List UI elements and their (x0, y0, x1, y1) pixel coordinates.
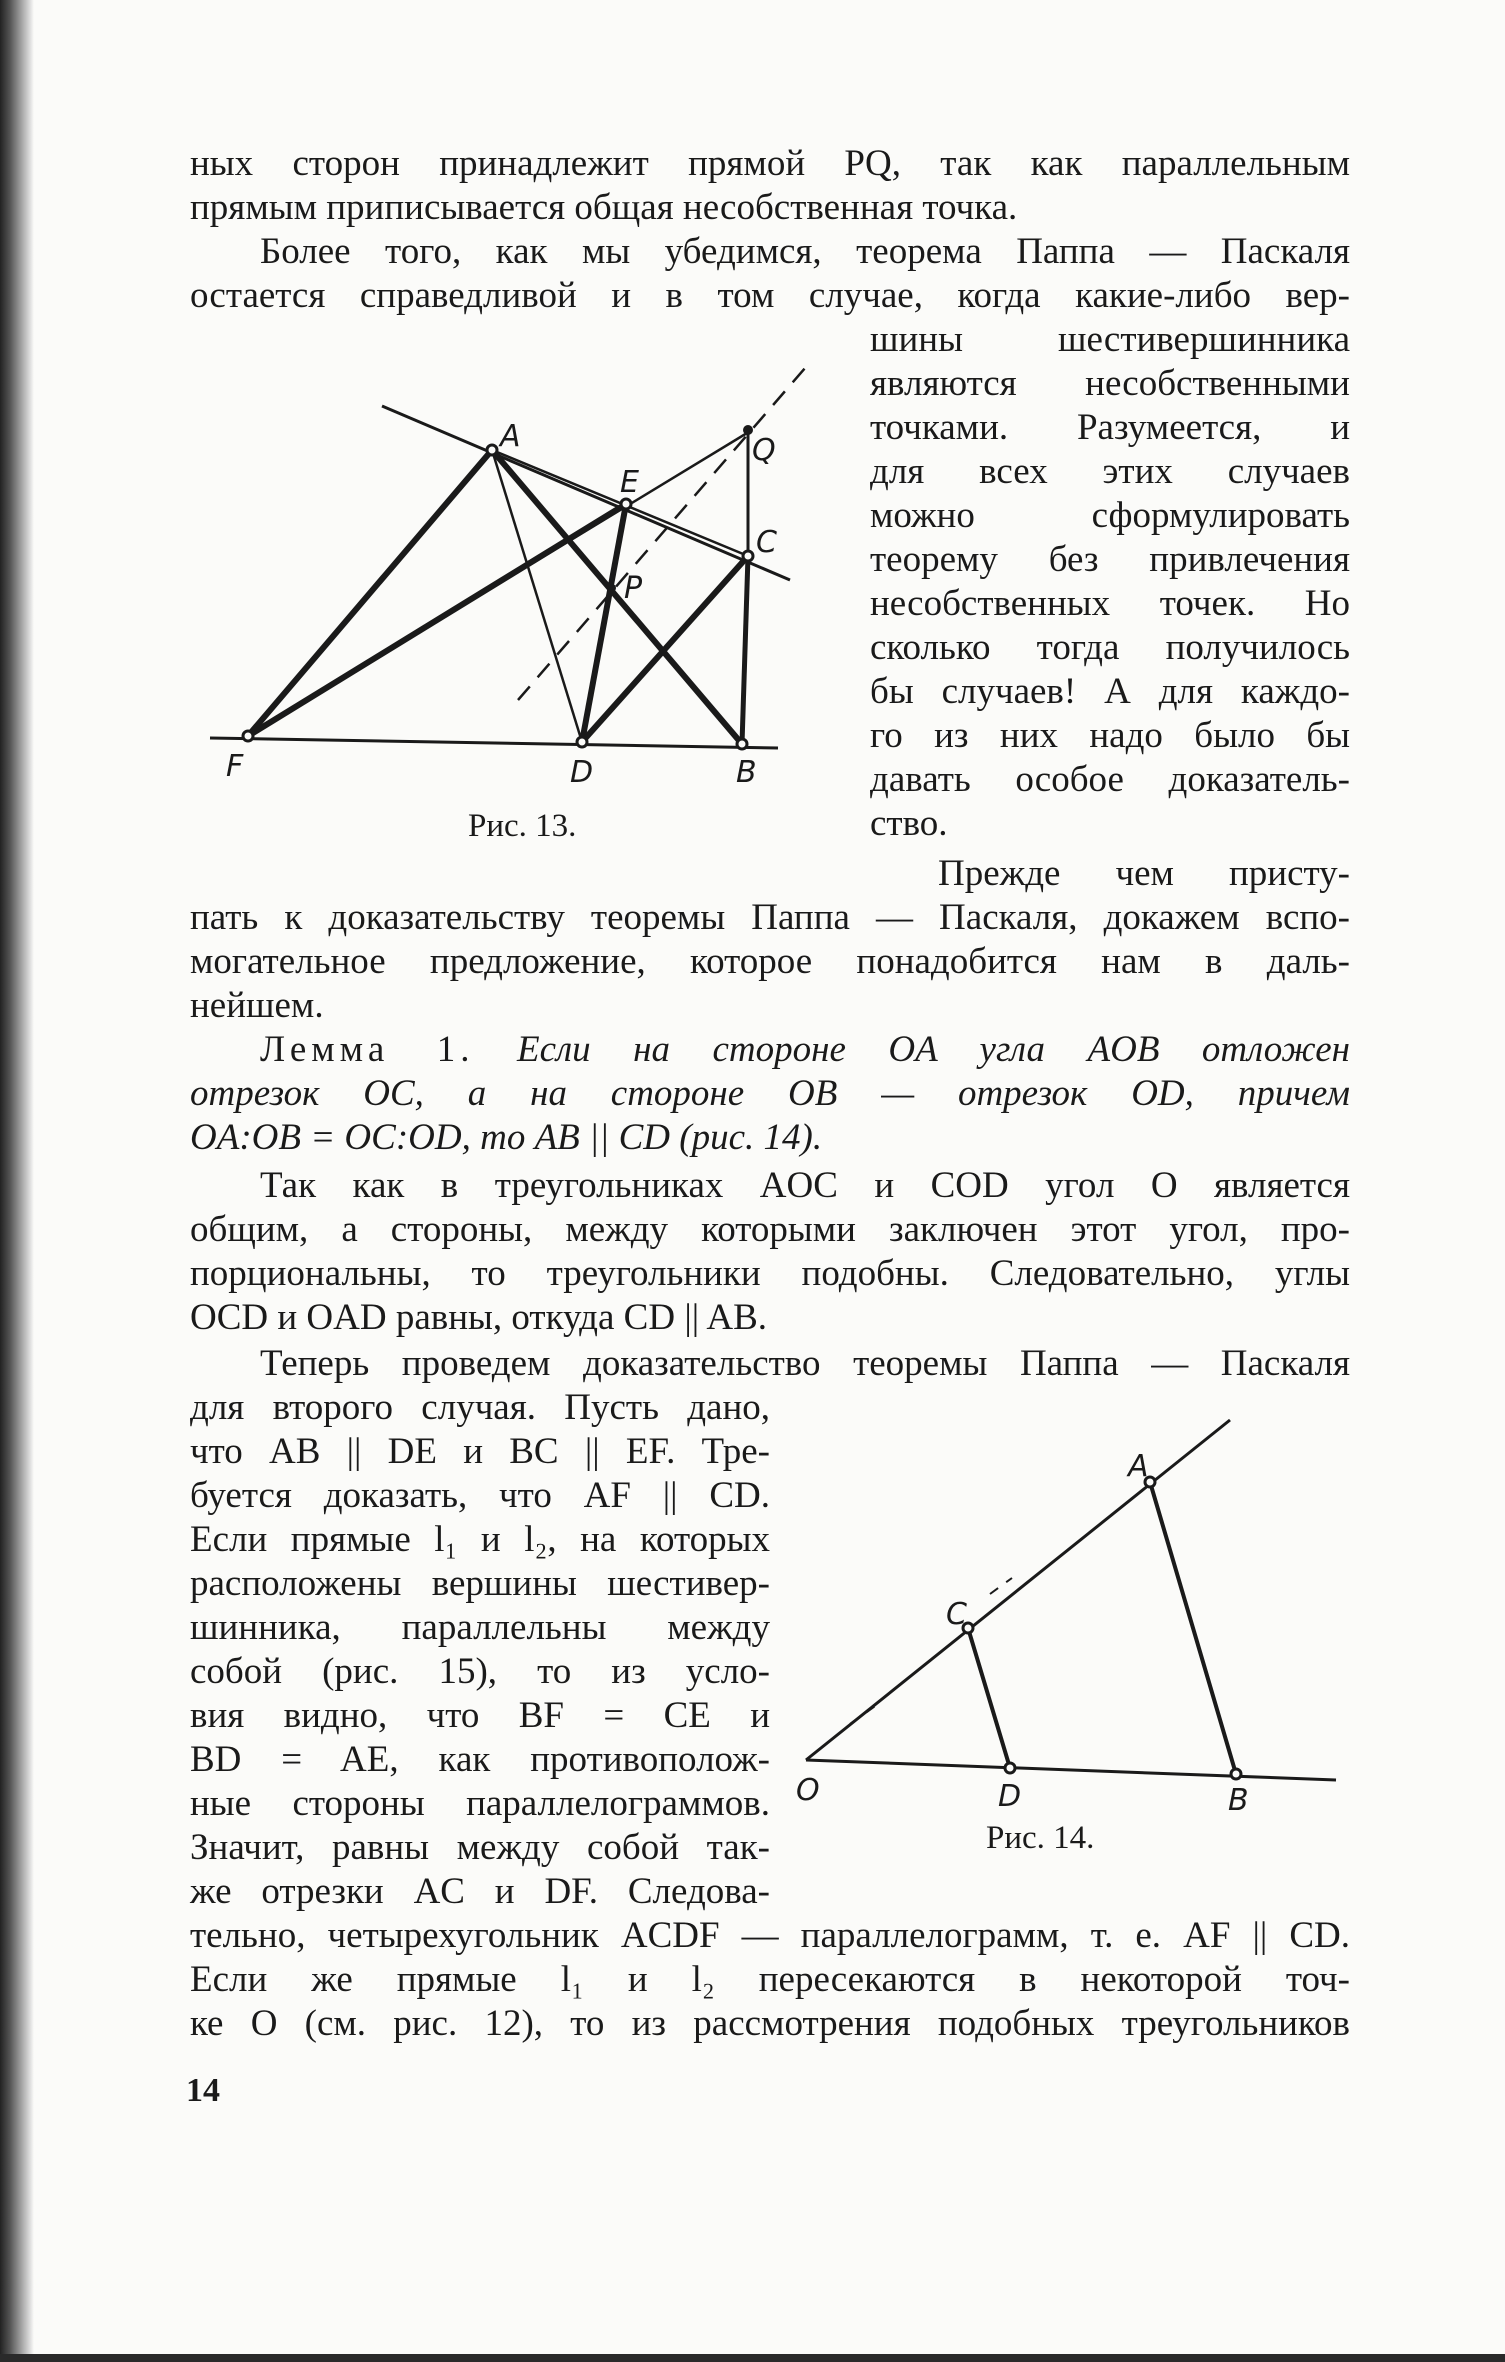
text-line: Если же прямые l₁ и l₂ пересекаются в некоторой точ- (190, 1959, 1350, 2000)
text-line: го из них надо было бы (870, 715, 1350, 756)
text-line: Более того, как мы убедимся, теорема Паппа — Паскаля (260, 231, 1350, 272)
text-line: собой (рис. 15), то из усло- (190, 1651, 770, 1692)
text-line: же отрезки AC и DF. Следова- (190, 1871, 770, 1912)
text-line: BD = AE, как противополож- (190, 1739, 770, 1780)
text-line: шинника, параллельны между (190, 1607, 770, 1648)
text-line: точками. Разумеется, и (870, 407, 1350, 448)
fig13-label-B: B (736, 755, 757, 790)
lemma-text: Если на стороне OA угла AOB отложен (517, 1029, 1351, 1070)
text-line: буется доказать, что AF || CD. (190, 1475, 770, 1516)
fig14-label-A: A (1128, 1449, 1149, 1484)
fig14-label-B: B (1228, 1783, 1249, 1818)
text-line: ные стороны параллелограммов. (190, 1783, 770, 1824)
fig14-point-D (1005, 1763, 1015, 1773)
text-line: для второго случая. Пусть дано, (190, 1387, 770, 1428)
text-line: порциональны, то треугольники подобны. Следовательно, углы (190, 1253, 1350, 1294)
text-line: Теперь проведем доказательство теоремы Паппа — Паскаля (260, 1343, 1350, 1384)
fig13-label-A: A (500, 419, 521, 454)
fig13-label-D: D (570, 755, 594, 790)
text-line: прямым приписывается общая несобственная точка. (190, 187, 1018, 228)
fig14-dash-2 (990, 1578, 1012, 1594)
text-line: тельно, четырехугольник ACDF — параллелограмм, т. е. AF || CD. (190, 1915, 1350, 1956)
text-line: являются несобственными (870, 363, 1350, 404)
text-line: Прежде чем присту- (938, 853, 1350, 894)
text-line: что AB || DE и BC || EF. Тре- (190, 1431, 770, 1472)
fig14-segment-CD (968, 1628, 1010, 1768)
text-line: общим, а стороны, между которыми заключен этот угол, про- (190, 1209, 1350, 1250)
fig13-label-Q: Q (752, 433, 776, 468)
text-line: теорему без привлечения (870, 539, 1350, 580)
text-line: шины шестивершинника (870, 319, 1350, 360)
text-line: Если прямые l₁ и l₂, на которых (190, 1519, 770, 1560)
lemma-title: Лемма 1. (260, 1029, 475, 1070)
text-line: Значит, равны между собой так- (190, 1827, 770, 1868)
text-line: ке O (см. рис. 12), то из рассмотрения подобных треугольников (190, 2003, 1350, 2044)
text-line: бы случаев! А для каждо- (870, 671, 1350, 712)
text-line: ных сторон принадлежит прямой PQ, так как параллельным (190, 143, 1350, 184)
lemma-line: отрезок OC, а на стороне OB — отрезок OD, причем (190, 1073, 1350, 1114)
fig13-label-P: P (624, 571, 643, 606)
fig14-segment-AB (1150, 1482, 1236, 1774)
fig13-label-E: E (620, 465, 639, 500)
text-line: сколько тогда получилось (870, 627, 1350, 668)
fig14-point-B (1231, 1769, 1241, 1779)
text-line: давать особое доказатель- (870, 759, 1350, 800)
fig14-label-O: O (796, 1773, 820, 1808)
figure-13-caption: Рис. 13. (468, 808, 577, 844)
text-line: для всех этих случаев (870, 451, 1350, 492)
fig13-label-C: C (756, 525, 777, 560)
text-line: ство. (870, 803, 948, 844)
text-line: могательное предложение, которое понадобится нам в даль- (190, 941, 1350, 982)
text-line: расположены вершины шестивер- (190, 1563, 770, 1604)
page-number: 14 (186, 2072, 220, 2109)
figure-14-caption: Рис. 14. (986, 1820, 1095, 1856)
fig14-ray-OB (806, 1760, 1336, 1780)
page-bottom-edge (0, 2354, 1505, 2362)
text-line: вия видно, что BF = CE и (190, 1695, 770, 1736)
fig13-label-F: F (226, 749, 244, 784)
text-line: пать к доказательству теоремы Паппа — Паскаля, докажем вспо- (190, 897, 1350, 938)
lemma-line: OA:OB = OC:OD, то AB || CD (рис. 14). (190, 1117, 823, 1158)
text-line: можно сформулировать (870, 495, 1350, 536)
text-line: несобственных точек. Но (870, 583, 1350, 624)
fig14-label-C: C (946, 1597, 967, 1632)
fig14-label-D: D (998, 1779, 1022, 1814)
text-line: остается справедливой и в том случае, когда какие-либо вер- (190, 275, 1350, 316)
text-line: нейшем. (190, 985, 324, 1026)
text-line: Так как в треугольниках AOC и COD угол O является (260, 1165, 1350, 1206)
text-line: OCD и OAD равны, откуда CD || AB. (190, 1297, 768, 1338)
